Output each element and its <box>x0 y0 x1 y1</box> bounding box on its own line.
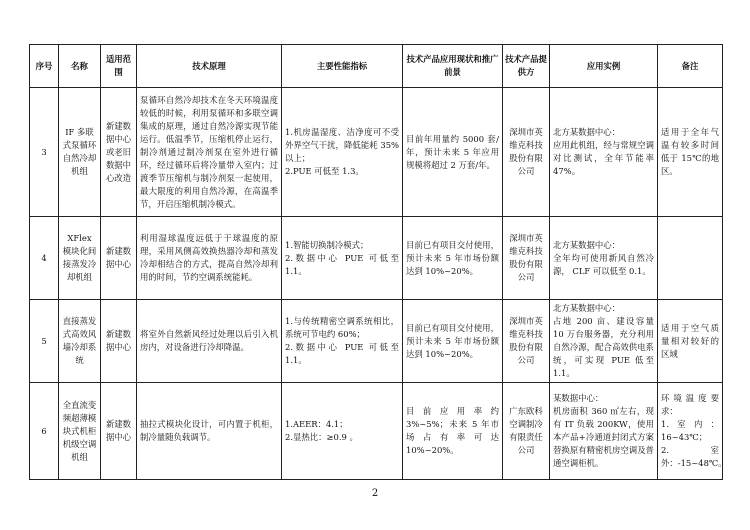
cell-provider: 深圳市英维克科技股份有限公司 <box>503 88 550 217</box>
cell-name: 全直流变频超薄模块式机柜机级空调机组 <box>59 383 101 480</box>
cell-line: 占地 200 亩、建设容量 10 万台服务器，充分利用自然冷源，配合高效供电系统，可实现 PUE 低至 1.1。 <box>553 316 654 378</box>
cell-status: 目前应用率约 3%~5%；未来 5 年市场占有率可达 10%~20%。 <box>403 383 503 480</box>
header-status: 技术产品应用现状和推广前景 <box>403 45 503 88</box>
cell-no: 6 <box>30 383 59 480</box>
cell-line: 某数据中心： <box>553 393 604 403</box>
cell-line: 1.智能切换制冷模式； <box>285 239 369 250</box>
cell-example <box>550 217 658 300</box>
cell-line: 应用此机组，经与常规空调对比测试，全年节能率 47%。 <box>553 140 654 176</box>
header-principle: 技术原理 <box>137 45 282 88</box>
cell-no: 3 <box>30 88 59 217</box>
cell-principle: 抽拉式模块化设计，可内置于机柜，制冷量随负载调节。 <box>137 383 282 480</box>
cell-provider: 广东欧科空调制冷有限责任公司 <box>503 383 550 480</box>
header-performance: 主要性能指标 <box>282 45 403 88</box>
header-name: 名称 <box>59 45 101 88</box>
cell-line: 北方某数据中心： <box>553 303 620 313</box>
cell-example <box>550 88 658 217</box>
cell-remark <box>658 217 723 300</box>
cell-example <box>550 383 658 480</box>
cell-name: 直接蒸发式高效风墙冷却系统 <box>59 300 101 383</box>
cell-remark: 适用于全年气温有较多时间低于 15℃的地区。 <box>658 88 723 217</box>
cell-provider: 深圳市英维克科技股份有限公司 <box>503 300 550 383</box>
table-row <box>30 88 723 217</box>
cell-principle: 泵循环自然冷却技术在冬天环境温度较低的时候，利用泵循环和多联空调集成的原理，通过自然冷源实现节能运行。低温季节，压缩机停止运行，制冷剂通过制冷剂泵在室外进行循环，经过循环后将冷量带入室内；过渡季节压缩机与制冷剂泵一起使用，最大限度的利用自然冷源，在高温季节，开启压缩机制冷模式。 <box>137 88 282 217</box>
cell-no: 4 <box>30 217 59 300</box>
cell-line: 2.PUE 可低至 1.3。 <box>285 166 364 176</box>
cell-performance <box>282 217 403 300</box>
cell-principle: 将室外自然新风经过处理以后引入机房内，对设备进行冷却降温。 <box>137 300 282 383</box>
cell-line: 1.室内：16~43℃； <box>661 419 719 442</box>
cell-line: 机房面积 360 ㎡左右，现有 IT 负载 200KW，使用本产品+冷通道封闭式方案替换原有精密机房空调及普通空调柜机。 <box>553 406 654 468</box>
cell-line: 1.机房温湿度、洁净度可不受外界空气干扰，降低能耗 35% 以上； <box>285 127 399 163</box>
cell-line: 2.室外：-15~48℃。 <box>661 445 727 468</box>
cell-scope: 新建数据中心 <box>101 217 137 300</box>
table-row <box>30 217 723 300</box>
cell-line: 1.与传统精密空调系统相比，系统可节电约 60%； <box>285 316 399 339</box>
cell-no: 5 <box>30 300 59 383</box>
cell-status: 目前已有项目交付使用，预计未来 5 年市场份额达到 10%~20%。 <box>403 300 503 383</box>
cell-name: IF 多联式泵循环自然冷却机组 <box>59 88 101 217</box>
cell-scope: 新建数据中心或老旧数据中心改造 <box>101 88 137 217</box>
technology-table <box>29 44 727 480</box>
header-provider: 技术产品提供方 <box>503 45 550 88</box>
cell-scope: 新建数据中心 <box>101 383 137 480</box>
cell-name: XFlex 模块化间接蒸发冷却机组 <box>59 217 101 300</box>
cell-provider: 深圳市英维克科技股份有限公司 <box>503 217 550 300</box>
cell-status: 目前年用量约 5000 套/年，预计未来 5 年应用规模将超过 2 万套/年。 <box>403 88 503 217</box>
cell-line: 北方某数据中心： <box>553 127 620 137</box>
cell-line: 1.AEER：4.1； <box>285 419 348 429</box>
cell-line: 北方某数据中心： <box>553 239 620 250</box>
table-row <box>30 383 723 480</box>
cell-line: 2.数据中心 PUE 可低至 1.1。 <box>285 252 399 276</box>
page-number: 2 <box>371 488 379 499</box>
cell-performance <box>282 88 403 217</box>
cell-scope: 新建数据中心 <box>101 300 137 383</box>
cell-remark: 适用于空气质量相对较好的区域 <box>658 300 723 383</box>
header-example: 应用实例 <box>550 45 658 88</box>
header-remark: 备注 <box>658 45 723 88</box>
header-no: 序号 <box>30 45 59 88</box>
cell-line: 2.数据中心 PUE 可低至 1.1。 <box>285 342 399 365</box>
cell-example <box>550 300 658 383</box>
table-header-row <box>30 45 723 88</box>
table-row <box>30 300 723 383</box>
cell-status: 目前已有项目交付使用，预计未来 5 年市场份额达到 10%~20%。 <box>403 217 503 300</box>
cell-performance <box>282 300 403 383</box>
cell-remark <box>658 383 727 480</box>
cell-line: 环境温度要求： <box>661 393 719 416</box>
cell-line: 全年均可使用新风自然冷源， CLF 可以低至 0.1。 <box>553 252 654 276</box>
cell-line: 2.显热比：≥0.9 。 <box>285 432 358 442</box>
cell-principle: 利用湿球温度远低于干球温度的原理，采用风侧高效换热器冷却和蒸发冷却相结合的方式，提高自然冷却利用的时间，节约空调系统能耗。 <box>137 217 282 300</box>
cell-performance <box>282 383 403 480</box>
header-scope: 适用范围 <box>101 45 137 88</box>
